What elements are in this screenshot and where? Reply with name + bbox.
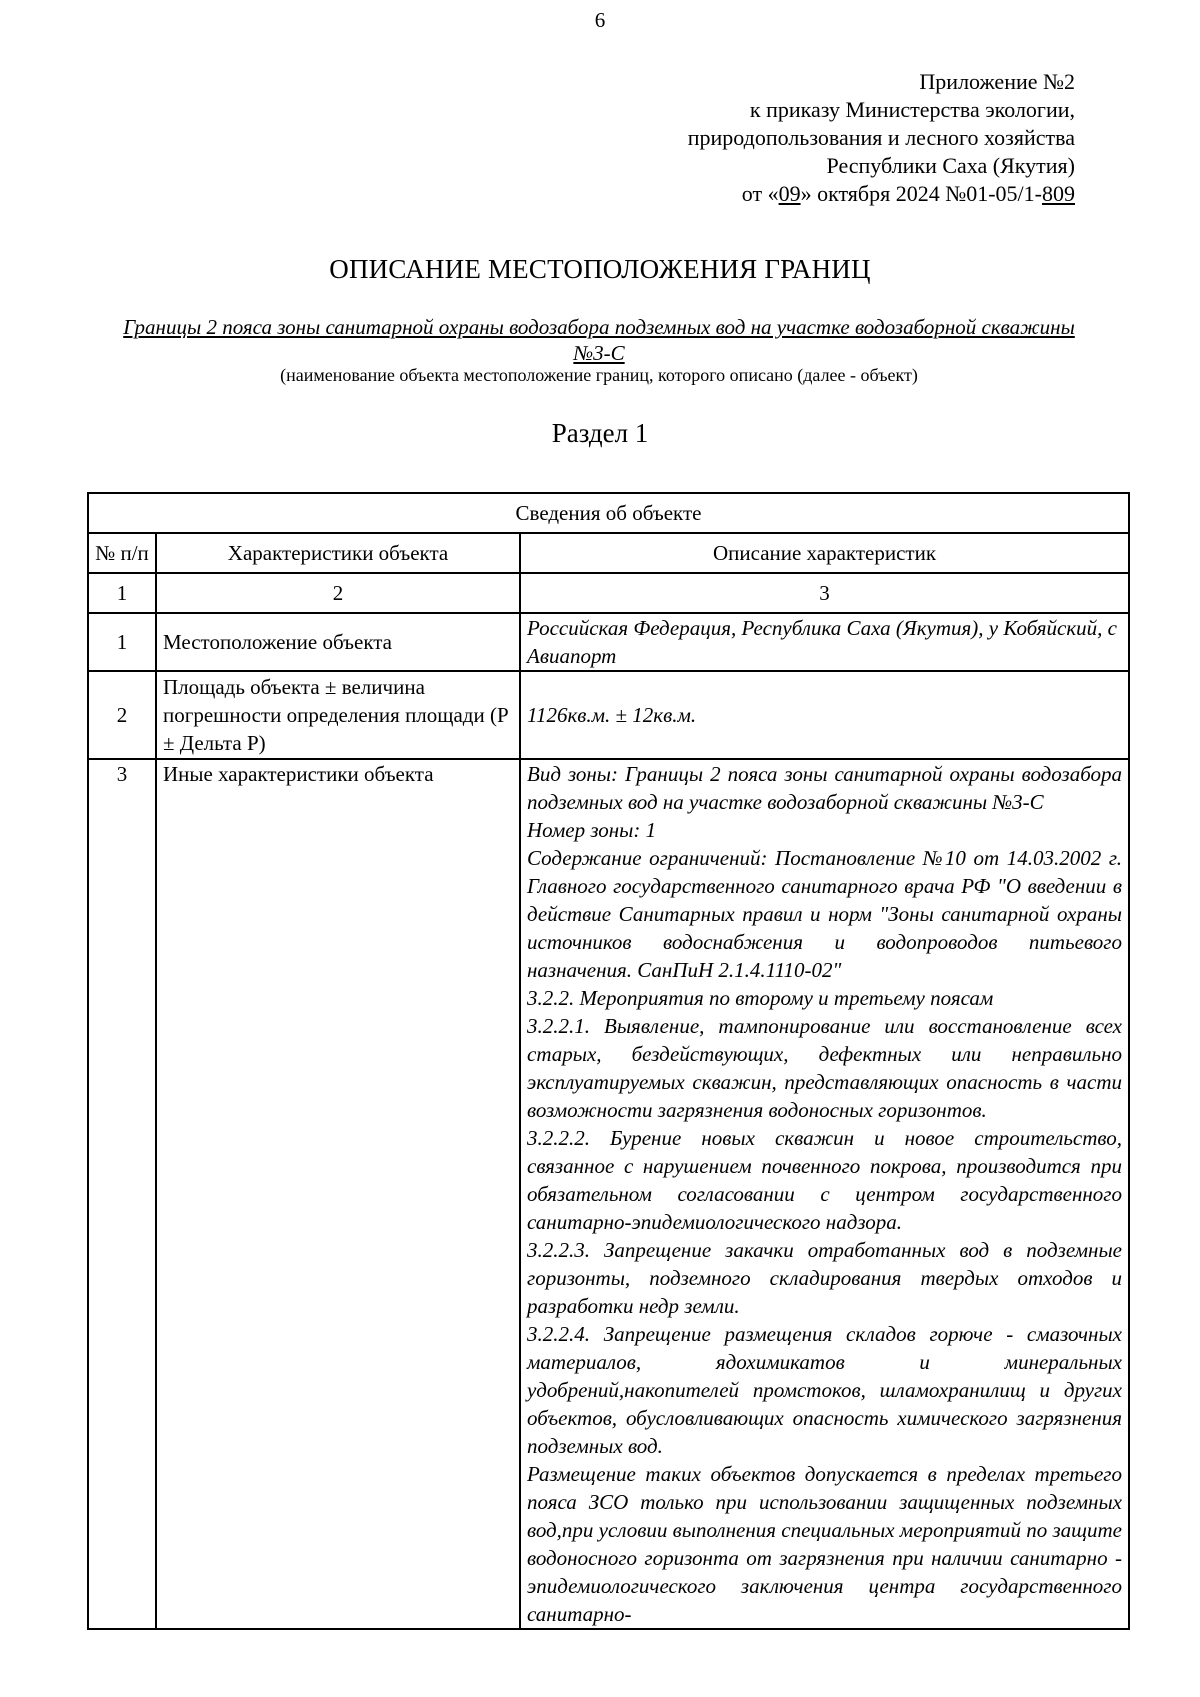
date-prefix: от « — [741, 181, 779, 206]
table-row — [88, 759, 1129, 1629]
description-paragraph: Вид зоны: Границы 2 пояса зоны санитарной охраны водозабора подземных вод на участке водозаборной скважины №3-С — [527, 762, 1122, 814]
row-number: 3 — [88, 759, 156, 1629]
order-day: 09 — [778, 181, 801, 206]
description-paragraph: Размещение таких объектов допускается в пределах третьего пояса ЗСО только при использовании защищенных подземных вод,при условии выполнения специальных мероприятий по защите водоносного горизонта от загрязнения при наличии санитарно - эпидемиологического заключения центра государственного санитарно- — [527, 1462, 1122, 1626]
description-paragraph: Номер зоны: 1 — [527, 818, 657, 842]
section-title: Раздел 1 — [551, 418, 649, 448]
column-header-number: № п/п — [88, 533, 156, 573]
date-middle: » октября 2024 №01-05/1- — [800, 181, 1042, 206]
object-name-line: №3-С — [573, 341, 625, 365]
appendix-line: Республики Саха (Якутия) — [826, 153, 1075, 178]
index-cell: 2 — [156, 573, 520, 613]
index-cell: 3 — [520, 573, 1129, 613]
row-number: 2 — [88, 671, 156, 759]
description-paragraph: 3.2.2.3. Запрещение закачки отработанных вод в подземные горизонты, подземного складирования твердых отходов и разработки недр земли. — [527, 1238, 1122, 1318]
object-caption: (наименование объекта местоположение границ, которого описано (далее - объект) — [280, 365, 918, 385]
row-description — [520, 759, 1129, 1629]
object-info-table — [87, 492, 1130, 1630]
table-caption: Сведения об объекте — [88, 493, 1129, 533]
column-header-description: Описание характеристик — [520, 533, 1129, 573]
appendix-line: Приложение №2 — [919, 69, 1075, 94]
table-index-row — [88, 573, 1129, 613]
description-paragraph: 3.2.2. Мероприятия по второму и третьему поясам — [527, 986, 994, 1010]
column-header-characteristic: Характеристики объекта — [156, 533, 520, 573]
order-date-line — [688, 180, 1075, 208]
row-description: 1126кв.м. ± 12кв.м. — [520, 671, 1129, 759]
table-header-row — [88, 533, 1129, 573]
table-row — [88, 671, 1129, 759]
description-paragraph: 3.2.2.4. Запрещение размещения складов горюче - смазочных материалов, ядохимикатов и минеральных удобрений,накопителей промстоков, шламохранилищ и других объектов, обусловливающих опасность химического загрязнения подземных вод. — [527, 1322, 1122, 1458]
table-caption-row — [88, 493, 1129, 533]
appendix-header — [688, 68, 1075, 208]
row-number: 1 — [88, 613, 156, 671]
description-paragraph: Содержание ограничений: Постановление №10 от 14.03.2002 г. Главного государственного санитарного врача РФ "О введении в действие Санитарных правил и норм "Зоны санитарной охраны источников водоснабжения и водопроводов питьевого назначения. СанПиН 2.1.4.1110-02" — [527, 846, 1122, 982]
row-description: Российская Федерация, Республика Саха (Якутия), у Кобяйский, с Авиапорт — [520, 613, 1129, 671]
appendix-line: природопользования и лесного хозяйства — [687, 125, 1075, 150]
description-paragraph: 3.2.2.2. Бурение новых скважин и новое строительство, связанное с нарушением почвенного покрова, производится при обязательном согласовании с центром государственного санитарно-эпидемиологического надзора. — [527, 1126, 1122, 1234]
description-paragraph: 3.2.2.1. Выявление, тампонирование или восстановление всех старых, бездействующих, дефектных или неправильно эксплуатируемых скважин, представляющих опасность в части возможности загрязнения водоносных горизонтов. — [527, 1014, 1122, 1122]
row-characteristic: Местоположение объекта — [156, 613, 520, 671]
object-name — [96, 314, 1102, 366]
page-number: 6 — [594, 8, 606, 32]
row-characteristic: Площадь объекта ± величина погрешности определения площади (P ± Дельта P) — [156, 671, 520, 759]
appendix-line: к приказу Министерства экологии, — [749, 97, 1075, 122]
document-title: ОПИСАНИЕ МЕСТОПОЛОЖЕНИЯ ГРАНИЦ — [329, 254, 871, 284]
order-number: 809 — [1042, 181, 1075, 206]
object-name-line: Границы 2 пояса зоны санитарной охраны водозабора подземных вод на участке водозаборной скважины — [123, 315, 1075, 339]
row-characteristic: Иные характеристики объекта — [156, 759, 520, 1629]
index-cell: 1 — [88, 573, 156, 613]
table-row — [88, 613, 1129, 671]
